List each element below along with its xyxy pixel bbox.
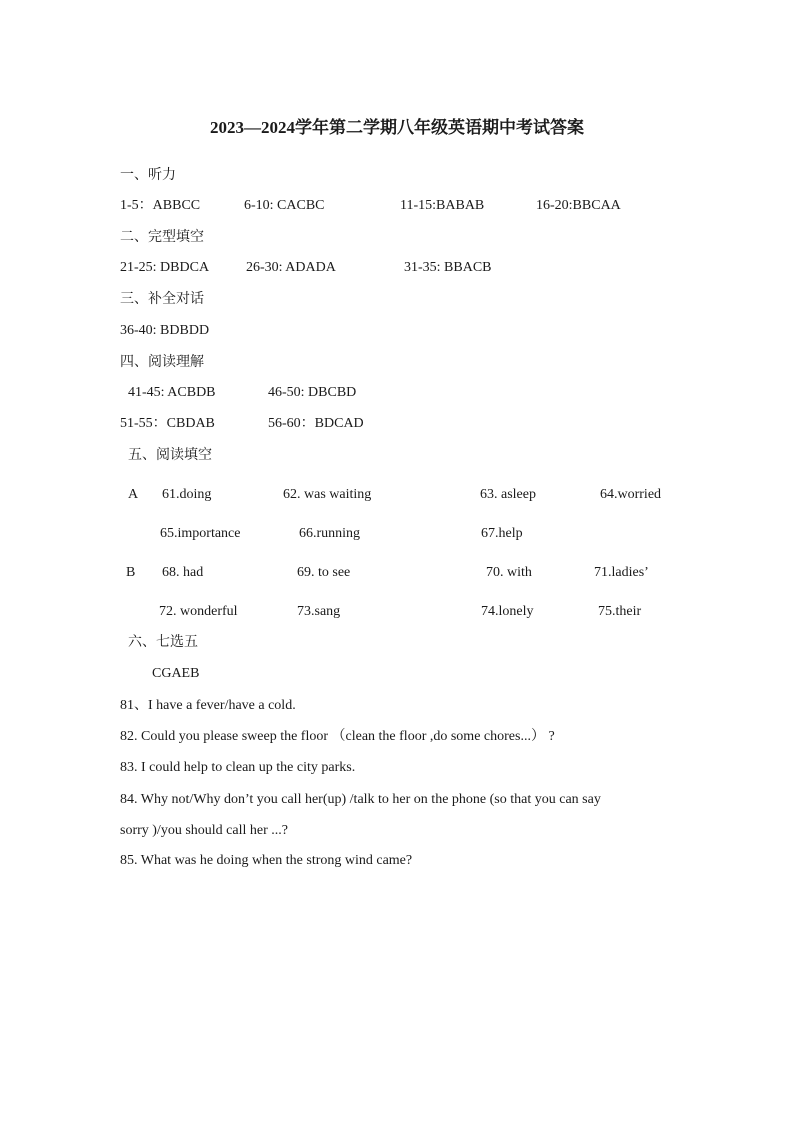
answer-sentence-84-line1: 84. Why not/Why don’t you call her(up) /talk to her on the phone (so that you can say (120, 792, 601, 807)
answer-item: 62. was waiting (283, 487, 372, 502)
answer-item: 74.lonely (481, 604, 534, 619)
answer-sentence-81: 81、I have a fever/have a cold. (120, 698, 296, 713)
answer-item: 75.their (598, 604, 642, 619)
answer-group: 1-5：ABBCC (120, 198, 201, 213)
answer-sentence-85: 85. What was he doing when the strong wind came? (120, 853, 413, 868)
answer-item: 69. to see (297, 565, 351, 580)
answer-group: 31-35: BBACB (404, 260, 492, 275)
answer-group: 56-60：BDCAD (268, 416, 364, 431)
answer-item: 65.importance (160, 526, 241, 541)
answer-item: 64.worried (600, 487, 662, 502)
section-heading-seven-five: 六、七选五 (128, 634, 198, 650)
answer-sentence-82: 82. Could you please sweep the floor （clean the floor ,do some chores...） ? (120, 729, 555, 744)
page-title: 2023—2024学年第二学期八年级英语期中考试答案 (210, 118, 584, 137)
answer-group: 51-55：CBDAB (120, 416, 215, 431)
answer-group: 6-10: CACBC (244, 198, 325, 213)
answer-group: 11-15:BABAB (400, 198, 485, 213)
answer-group: 16-20:BBCAA (536, 198, 621, 213)
answer-group: 41-45: ACBDB (128, 385, 216, 400)
answer-group: 21-25: DBDCA (120, 260, 210, 275)
section-heading-dialogue: 三、补全对话 (120, 291, 204, 307)
answer-item: 61.doing (162, 487, 212, 502)
answer-item: 71.ladies’ (594, 565, 649, 580)
answer-item: 63. asleep (480, 487, 536, 502)
answer-group: 36-40: BDBDD (120, 323, 210, 338)
section-heading-reading: 四、阅读理解 (120, 354, 204, 370)
answer-group: 46-50: DBCBD (268, 385, 357, 400)
answer-sentence-83: 83. I could help to clean up the city parks. (120, 760, 356, 775)
answer-item: 70. with (486, 565, 532, 580)
answer-item: 73.sang (297, 604, 341, 619)
answer-item: 72. wonderful (159, 604, 238, 619)
answer-sentence-84-line2: sorry )/you should call her ...? (120, 823, 288, 838)
group-label-b: B (126, 565, 136, 580)
answer-item: 66.running (299, 526, 361, 541)
section-heading-listening: 一、听力 (120, 167, 176, 183)
group-label-a: A (128, 487, 139, 502)
section-heading-cloze: 二、完型填空 (120, 229, 204, 245)
answer-group: 26-30: ADADA (246, 260, 336, 275)
answer-item: 68. had (162, 565, 204, 580)
answer-item: 67.help (481, 526, 523, 541)
answer-group: CGAEB (152, 666, 200, 681)
section-heading-reading-fill: 五、阅读填空 (128, 447, 212, 463)
